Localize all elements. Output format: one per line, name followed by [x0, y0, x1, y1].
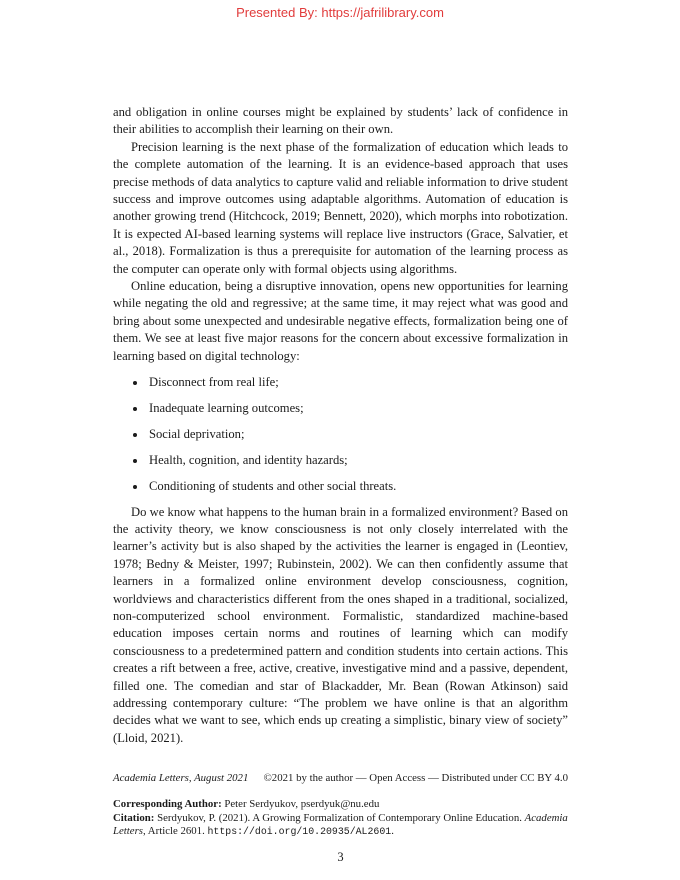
citation-article-number: , Article 2601.: [143, 824, 208, 837]
list-item: • Disconnect from real life;: [147, 374, 568, 391]
paragraph-confidence: and obligation in online courses might be explained by students’ lack of confidence in their abilities to accomplish their learning on their own.: [113, 105, 568, 137]
presented-by-banner[interactable]: Presented By: https://jafrilibrary.com: [236, 5, 444, 20]
citation-line: [113, 812, 568, 838]
list-item: • Social deprivation;: [147, 426, 568, 443]
citation-journal-name: Academia Letters: [113, 811, 568, 837]
citation-label: Citation:: [113, 811, 155, 824]
journal-line: [113, 772, 568, 785]
citation-text: Serdyukov, P. (2021). A Growing Formalization of Contemporary Online Education.: [154, 811, 525, 824]
article-body: [113, 104, 568, 747]
author-block: [113, 798, 568, 838]
paragraph-online-education: Online education, being a disruptive innovation, opens new opportunities for learning while negating the old and regressive; at the same time, it may reject what was good and bring about some unexpected and undesirable negative effects, formalization being one of them. We see at least five major reasons for the concern about excessive formalization in learning based on digital technology:: [113, 279, 568, 363]
paragraph-precision-learning: Precision learning is the next phase of the formalization of education which leads to the complete automation of the learning. It is an evidence-based approach that uses precise methods of data analytics to capture valid and reliable information to drive student success and improve outcomes using adaptable algorithms. Automation of education is another growing trend (Hitchcock, 2019; Bennett, 2020), which morphs into robotization. It is expected AI-based learning systems will replace live instructors (Grace, Salvatier, et al., 2018). Formalization is thus a prerequisite for automation of the learning process as the computer can operate only with formal objects using algorithms.: [113, 139, 568, 276]
list-item: • Health, cognition, and identity hazards;: [147, 452, 568, 469]
list-item: • Conditioning of students and other social threats.: [147, 478, 568, 495]
citation-period: .: [391, 824, 394, 837]
journal-name: Academia Letters, August 2021: [113, 772, 249, 785]
corresponding-author-value: Peter Serdyukov, pserdyuk@nu.edu: [221, 798, 380, 811]
paragraph-human-brain: Do we know what happens to the human brain in a formalized environment? Based on the activity theory, we know consciousness is not only closely interrelated with the learner’s activity but is also shaped by the activities the learner is engaged in (Leontiev, 1978; Bedny & Meister, 1997; Rubinstein, 2002). We can then confidently assume that learners in a formalized online environment develop consciousness, cognition, worldviews and characteristics different from the ones shaped in a traditional, socialized, non-computerized school environment. Formalistic, standardized machine-based education imposes certain norms and routines of learning which can modify consciousness to a predetermined pattern and condition students into certain actions. This creates a rift between a free, active, creative, investigative mind and a passive, dependent, filled one. The comedian and star of Blackadder, Mr. Bean (Rowan Atkinson) said addressing contemporary culture: “The problem we have online is that an algorithm decides what we want to see, which ends up creating a simplistic, binary view of society” (Lloid, 2021).: [113, 504, 568, 745]
page-footer: [113, 772, 568, 838]
list-item: • Inadequate learning outcomes;: [147, 400, 568, 417]
doi-link[interactable]: https://doi.org/10.20935/AL2601: [207, 825, 392, 837]
copyright-notice: ©2021 by the author — Open Access — Distributed under CC BY 4.0: [263, 772, 568, 785]
corresponding-author-line: [113, 798, 568, 811]
reasons-list: [113, 374, 568, 495]
page-number: 3: [337, 850, 344, 864]
page-content: [113, 104, 568, 865]
corresponding-author-label: Corresponding Author:: [113, 798, 222, 811]
